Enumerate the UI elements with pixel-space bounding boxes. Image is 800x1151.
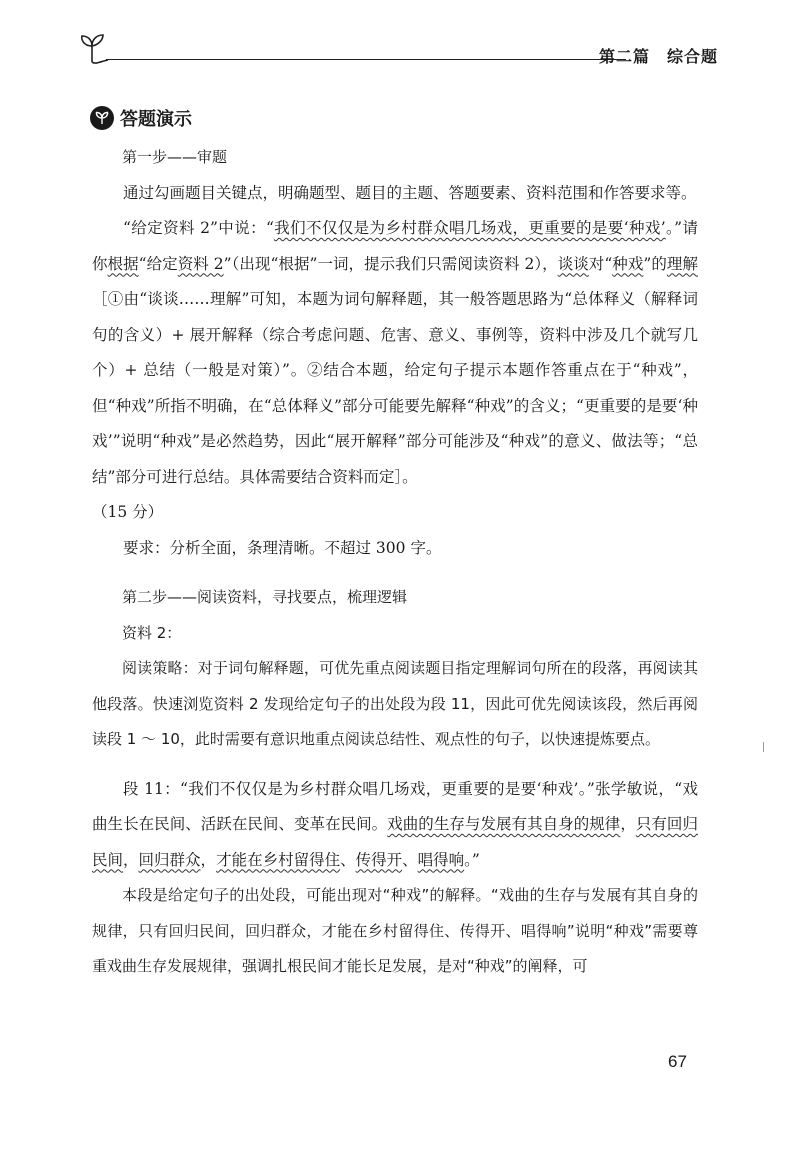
para11-text: ， [620,815,636,833]
para11-text: ， [123,850,139,869]
question-text: ”的 [643,254,667,273]
sprout-icon [78,32,118,66]
para11-mark: 戏曲的生存与发展有其自身的规律 [387,815,621,833]
para11-text: 、 [402,850,418,869]
leaf-icon [90,106,114,130]
step2-heading: 第二步——阅读资料，寻找要点，梳理逻辑 [122,588,408,606]
para11-mark: 只有回归民间 [92,815,698,869]
keyword-tantan: 谈谈 [557,254,589,273]
para11-text: ， [200,850,217,869]
question-text: “给定 [138,254,178,273]
para11-text: 。” [464,850,480,869]
question-paragraph [92,211,698,495]
main-content [92,140,698,985]
requirement-text: 要求：分析全面，条理清晰。不超过 300 字。 [123,538,442,557]
step1-intro: 通过勾画题目关键点，明确题型、题目的主题、答题要素、资料范围和作答要求等。 [123,183,697,202]
page-number: 67 [668,1052,687,1071]
score-label: （15 分） [92,503,164,521]
question-open: “给定资料 2”中说：“ [123,219,274,237]
edge-mark [763,742,764,752]
para11-mark: 传得开 [355,850,403,869]
paragraph-11 [92,772,698,879]
question-text: 请你 [92,219,698,273]
question-text: 对“ [588,254,613,273]
header-rule [106,59,626,60]
page-header [78,32,718,72]
para11-mark: 才能在乡村留得住 [216,850,341,869]
question-text: ”（出现“根据”一词，提示我们只需阅读资料 2）， [223,254,558,273]
section-title: 答题演示 [120,109,192,130]
question-analysis: ［①由“谈谈……理解”可知，本题为词句解释题，其一般答题思路为“总体释义（解释词句的含义）+ 展开解释（综合考虑问题、危害、意义、事例等，资料中涉及几个就写几个）+ 总结（一般是对策）”。②结合本题，给定句子提示本题作答重点在于“种戏”，但“种戏”所指不明确，在“总体释义”部分可能要先解释“种戏”的含义；“更重要的是要‘种戏’”说明“种戏”是必然趋势，因此“展开解释”部分可能涉及“种戏”的意义、做法等；“总结”部分可进行总结。具体需要结合资料而定］。 [92,290,698,486]
para11-mark: 唱得响 [417,850,465,869]
reading-strategy: 阅读策略：对于词句解释题，可优先重点阅读题目指定理解词句所在的段落，再阅读其他段落。快速浏览资料 2 发现给定句子的出处段为段 11，因此可优先阅读该段，然后再阅读段 1 ～ 10，此时需要有意识地重点阅读总结性、观点性的句子，以快速提炼要点。 [92,659,698,748]
para11-mark: 回归群众 [138,850,201,869]
chapter-title: 第二篇 综合题 [598,47,718,66]
material-label: 资料 2： [122,623,182,642]
question-close: 。” [665,219,683,237]
paragraph-11-analysis: 本段是给定句子的出处段，可能出现对“种戏”的解释。“戏曲的生存与发展有其自身的规律，只有回归民间，回归群众，才能在乡村留得住、传得开、唱得响”说明“种戏”需要尊重戏曲生存发展规律，强调扎根民间才能长足发展，是对“种戏”的阐释，可 [92,886,698,975]
keyword-lijie: 理解 [666,254,698,273]
question-key-quote: 我们不仅仅是为乡村群众唱几场戏，更重要的是要‘种戏’ [273,219,666,237]
para11-text: 、 [340,850,356,869]
section-heading [90,104,192,132]
keyword-ziliao: 资料 2 [177,254,224,273]
para11-text: 段 11：“我们不仅仅是为乡村群众唱几场戏，更重要的是要‘种戏’。”张学敏说，“戏曲生长在民间、活跃在民间、变革在民间。 [92,779,698,833]
keyword-zhongxi: 种戏 [612,254,644,273]
keyword-genju: 根据 [107,254,139,273]
step1-heading: 第一步——审题 [122,148,228,166]
